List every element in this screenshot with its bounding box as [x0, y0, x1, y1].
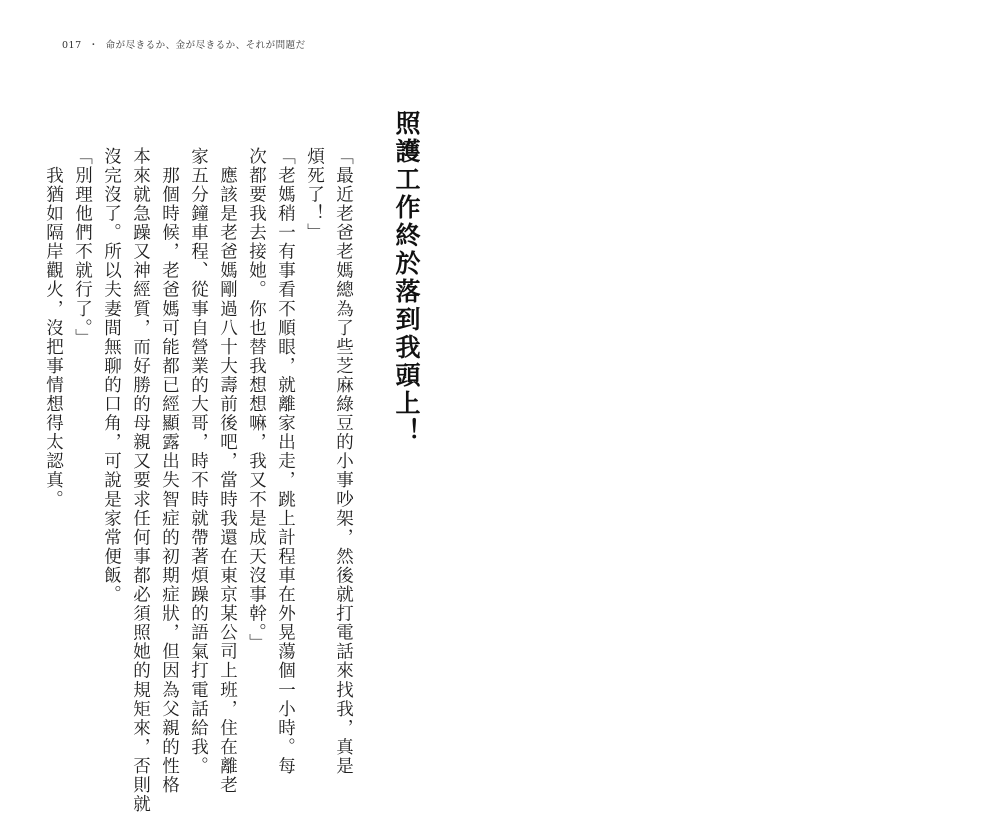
- text-column-4: 次都要我去接她。你也替我想想嘛，我又不是成天沒事幹。」: [246, 147, 267, 653]
- text-column-2: 煩死了！」: [304, 147, 325, 243]
- running-header: [62, 37, 306, 51]
- text-column-9: 沒完沒了。所以夫妻間無聊的口角，可說是家常便飯。: [101, 147, 122, 605]
- text-column-5: 應該是老爸媽剛過八十大壽前後吧，當時我還在東京某公司上班，住在離老: [217, 147, 238, 795]
- header-separator: ・: [88, 40, 99, 51]
- text-column-7: 那個時候，老爸媽可能都已經顯露出失智症的初期症狀，但因為父親的性格: [159, 147, 180, 795]
- text-column-6: 家五分鐘車程、從事自營業的大哥，時不時就帶著煩躁的語氣打電話給我。: [188, 147, 209, 776]
- text-column-3: 「老媽稍一有事看不順眼，就離家出走，跳上計程車在外晃蕩個一小時。每: [275, 147, 296, 776]
- text-column-8: 本來就急躁又神經質，而好勝的母親又要求任何事都必須照她的規矩來，否則就: [130, 147, 151, 814]
- text-column-11: 我猶如隔岸觀火，沒把事情想得太認真。: [43, 147, 64, 509]
- section-heading: 照護工作終於落到我頭上！: [392, 110, 421, 446]
- page-number: 017: [62, 40, 82, 51]
- text-column-1: 「最近老爸老媽總為了些芝麻綠豆的小事吵架，然後就打電話來找我，真是: [333, 147, 354, 776]
- running-title: 命が尽きるか、金が尽きるか、それが問題だ: [105, 40, 306, 51]
- text-column-10: 「別理他們不就行了。」: [72, 147, 93, 348]
